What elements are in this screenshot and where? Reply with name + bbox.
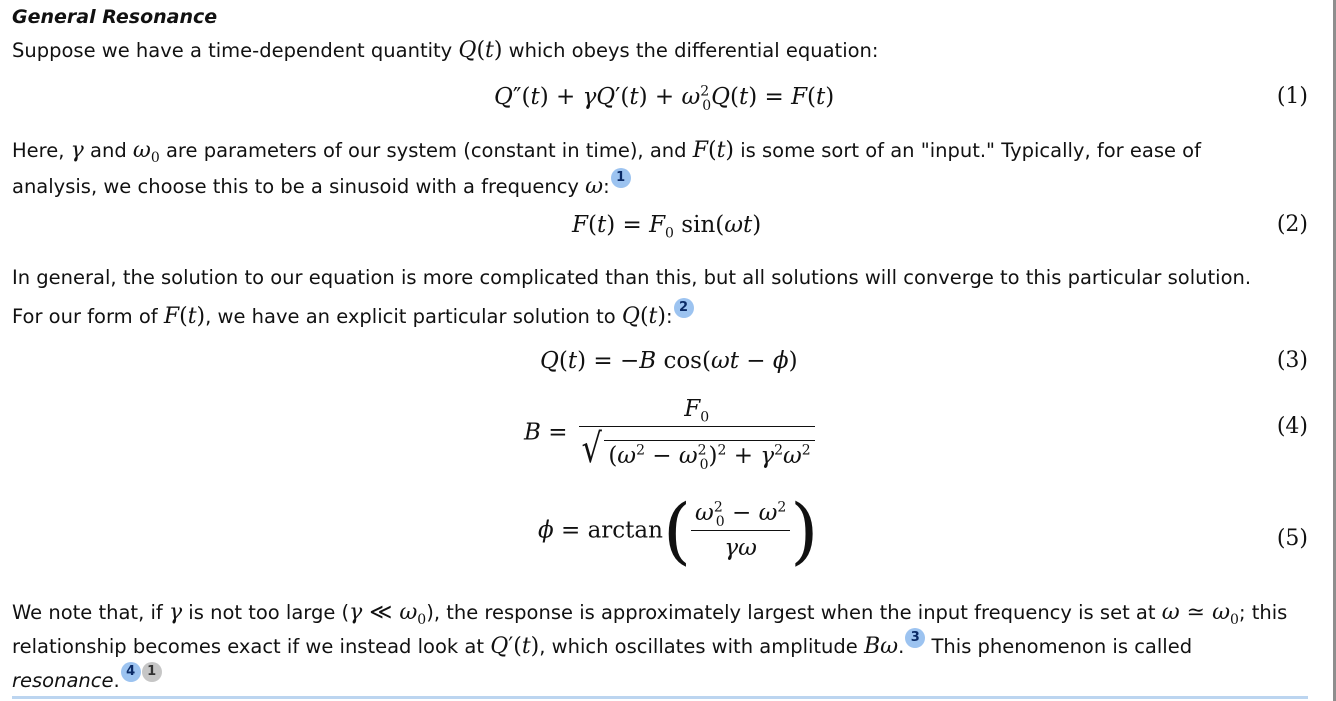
phase-fraction: $\frac{\omega^2_0 - \omega^2}{\gamma\omega}$ <box>691 500 790 561</box>
equation-2-number: (2) <box>1276 212 1308 237</box>
equation-3-number: (3) <box>1276 348 1308 373</box>
amplitude-fraction: $F_0$ √ $(\omega^2 - \omega^2_0)^2 + \gamma^2\omega^2$ <box>575 396 819 469</box>
equation-1-number: (1) <box>1276 84 1308 109</box>
parameters-paragraph-line2: analysis, we choose this to be a sinusoid with a frequency ω: 1 <box>12 168 631 204</box>
equation-2 <box>12 212 1308 246</box>
footnote-badge-1-repeat[interactable]: 1 <box>142 662 162 682</box>
equation-4-number: (4) <box>1276 414 1308 439</box>
footnote-badge-2[interactable]: 2 <box>674 298 694 318</box>
resonance-paragraph-line1: We note that, if γ is not too large (γ ≪ $\omega_0$), the response is approximately largest when the input frequency is set at ω ≃ $\omega_0$; this <box>12 600 1288 628</box>
solution-paragraph-line2: For our form of F(t), we have an explicit particular solution to Q(t): 2 <box>12 298 694 334</box>
intro-paragraph: Suppose we have a time-dependent quantity Q(t) which obeys the differential equation: <box>12 38 879 63</box>
equation-4 <box>12 396 1308 486</box>
equation-1-body: $Q''(t) + \gamma Q'(t) + \omega^2_0Q(t) = F(t)$ <box>494 83 835 114</box>
section-divider <box>12 696 1308 699</box>
section-heading: General Resonance <box>12 6 218 28</box>
footnote-badge-1[interactable]: 1 <box>611 168 631 188</box>
resonance-term: resonance <box>12 669 114 692</box>
resonance-paragraph-line2: relationship becomes exact if we instead look at Q′(t), which oscillates with amplitude Bω. 3 This phenomenon is called <box>12 630 1193 659</box>
equation-3 <box>12 348 1308 382</box>
equation-1 <box>12 84 1308 118</box>
equation-5-body: ϕ = arctan( $\frac{\omega^2_0 - \omega^2}{\gamma\omega}$ ) <box>538 488 819 573</box>
solution-paragraph-line1: In general, the solution to our equation is more complicated than this, but all solutions will converge to this particular solution. <box>12 266 1252 289</box>
equation-2-body: $F(t) = F_0$ sin(ωt) <box>572 212 762 242</box>
resonance-paragraph-line3: resonance. 4 1 <box>12 662 162 698</box>
footnote-badge-3[interactable]: 3 <box>905 628 925 648</box>
equation-4-body: B = $F_0$ √ $(\omega^2 - \omega^2_0)^2 + \gamma^2\omega^2$ <box>524 396 819 469</box>
footnote-badge-4[interactable]: 4 <box>121 662 141 682</box>
equation-5-number: (5) <box>1276 526 1308 551</box>
equation-5 <box>12 488 1308 582</box>
equation-3-body: Q(t) = −B cos(ωt − ϕ) <box>540 348 798 374</box>
parameters-paragraph-line1: Here, γ and $\omega_0$ are parameters of our system (constant in time), and F(t) is some sort of an "input." Typically, for ease of <box>12 138 1201 166</box>
math-Q-of-t: Q <box>458 38 477 63</box>
